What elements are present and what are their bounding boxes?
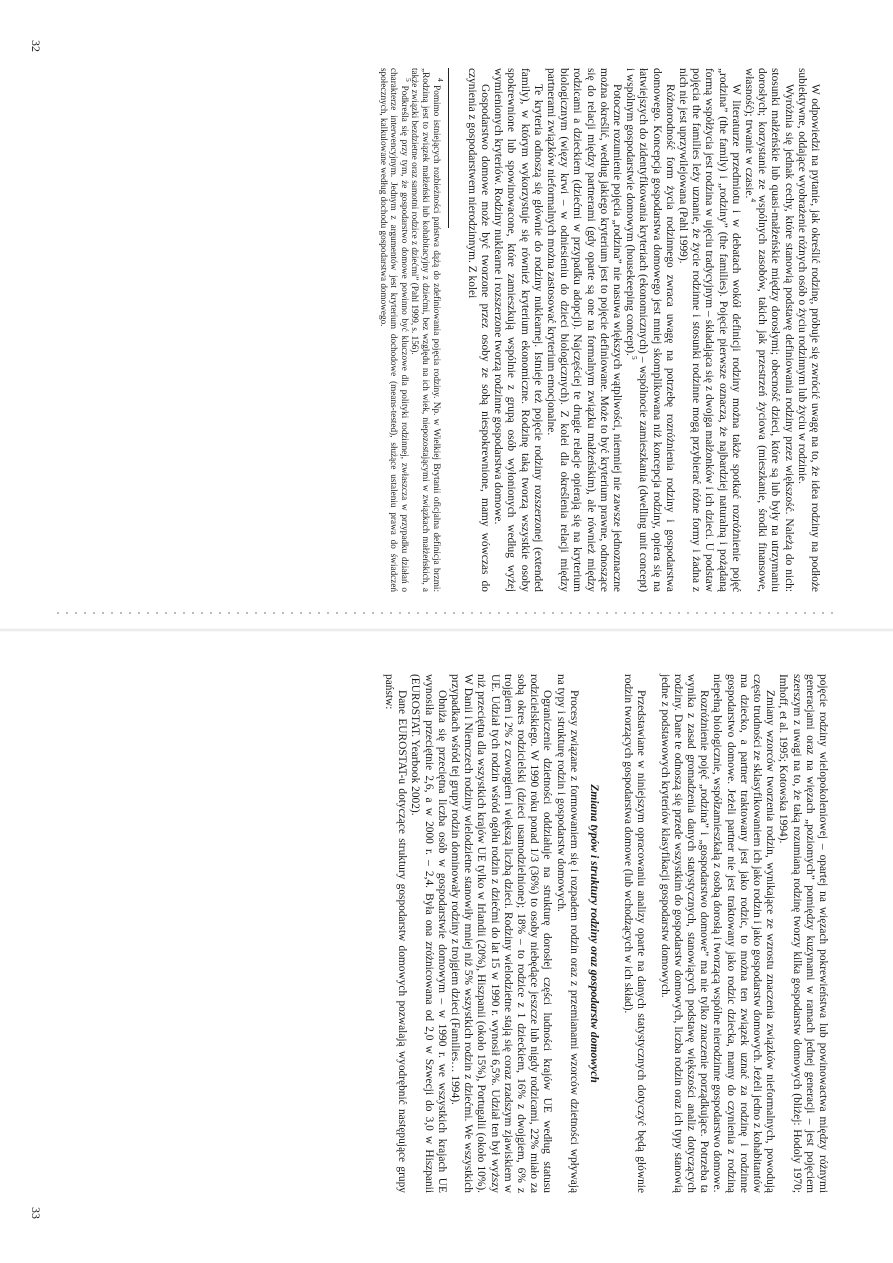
paragraph-with-footnote: Różnorodność form życia rodzinnego zwraca uwagę na potrzebę rozróżnienia rodziny i gospodarstwa domowego. Koncepcja gospodarstwa domowego jest mniej skomplikowana niż koncepcja rodziny, opiera się na łatwiejszych do zidentyfikowania kryteriach (ekonomicznych) – wspólnocie zamieszkania (dwelling unit concept) i wspólnym gospodarstwie domowym (housekeeping concept).$^5$ <box>624 68 676 592</box>
paragraph: Przedstawiane w niniejszym opracowaniu analizy oparte na danych statystycznych dotyczyć będą głównie rodzin tworzących gospodarstwa domowe (lub wchodzących w ich skład). <box>622 674 648 1193</box>
paragraph: Procesy związane z formowaniem się i rozpadem rodzin oraz z przemianami wzorców dzietności wpływają na typy i strukturę rodzin i gospodarstw domowych. <box>554 674 580 1193</box>
right-page <box>0 630 893 1263</box>
footnote: $^5$ Podkreśla się przy tym, że gospodarstwo domowe powinno być kluczowe dla polityki rodzinnej, zwłaszcza w przypadku działań o charakterze interwencyjnym. Jednym z argumentów jest kryterium dochodowe (means-tested), służące ustaleniu prawa do świadczeń społecznych, kalkulowane według dochodu gospodarstwa domowego. <box>378 68 413 592</box>
page-number: 33 <box>29 1207 43 1219</box>
paragraph: W literaturze przedmiotu i w debatach wokół definicji rodziny można także spotkać rozróżnienie pojęć „rodzina” (the family) i „rodziny” (the families). Pojęcie pierwsze oznacza, że najbardziej naturalną i pożądaną formą współżycia jest rodzina w ujęciu tradycyjnym – składająca się z dwojga małżonków i ich dzieci. U podstaw pojęcia the families leży uznanie, że życie rodzinne i stosunki rodzinne mogą przybierać różne formy i żadna z nich nie jest uprzywilejowana (Pahl 1999). <box>676 68 742 592</box>
paragraph: Potoczne rozumienie pojęcia „rodzina” nie nasuwa większych wątpliwości, niemniej nie zawsze jednoznaczne można określić, według jakiego kryterium jest to pojęcie definiowane. Może to być kryterium prawne, odnoszące się do relacji między partnerami (gdy oparte są one na formalnym związku małżeńskim), ale również między rodzicami a dzieckiem (dziećmi w przypadku adopcji). Najczęściej te drugie relacje opierają się na kryterium biologicznym (więzy krwi – w odniesieniu do dzieci biologicznych). Z kolei dla określenia relacji między partnerami związków nieformalnych można zastosować kryterium emocjonalne. <box>544 68 623 592</box>
paragraph: Te kryteria odnoszą się głównie do rodziny nuklearnej. Istnieje też pojęcie rodziny rozszerzonej (extended family), w którym wykorzystuje się również kryterium ekonomiczne. Rodzinę taką tworzą wszystkie osoby spokrewnione lub spowinowacone, które zamieszkują wspólnie z grupą osób wyłonionych według wyżej wymienionych kryteriów. Rodziny nuklearne i rozszerzone tworzą rodzinne gospodarstwa domowe. <box>492 68 544 592</box>
footnote-mark: 4 <box>748 198 758 203</box>
left-page <box>0 0 893 630</box>
paragraph: Ograniczenie dzietności oddziałuje na strukturę dorosłej części ludności krajów UE według statusu rodzicielskiego. W 1990 roku ponad 1/3 (36%) to osoby niebędące jeszcze lub nigdy rodzicami, 22% miało za sobą okres rodzicielski (dzieci usamodzielnione); 18% – to rodzice z 1 dzieckiem, 16% z dwojgiem, 6% z trojgiem i 2% z czworgiem i większą liczbą dzieci. Rodziny wielodzietne stają się coraz rzadszym zjawiskiem w UE. Udział tych rodzin wśród ogółu rodzin z dziećmi do lat 15 w 1990 r. wynosił 6,5%. Udział ten był wyższy niż przeciętna dla wszystkich krajów UE tylko w Irlandii (20%), Hiszpanii (około 15%), Portugalii (około 10%). W Danii i Niemczech rodziny wielodzietne stanowiły mniej niż 5% wszystkich rodzin z dziećmi. We wszystkich przypadkach wśród tej grupy rodzin dominowały rodziny z trojgiem dzieci (Families… 1994). <box>448 674 554 1193</box>
footnote-mark: 5 <box>629 355 639 360</box>
paragraph: W odpowiedzi na pytanie, jak określić rodzinę, próbuje się zwrócić uwagę na to, że idea rodziny na podłoże subiektywne, oddające wyobrażenie różnych osób o życiu rodzinnym lub życiu w rodzinie. <box>795 68 821 592</box>
section-heading: Zmiana typów i struktury rodziny oraz gospodarstw domowych <box>587 784 601 1083</box>
paragraph: Zmiany wzorców tworzenia rodzin, wynikające ze wzrostu znaczenia związków nieformalnych, powodują często trudności ze sklasyfikowaniem ich jako rodzin i jako gospodarstw domowych. Jeżeli jedno z kohabitantów ma dziecko, a partner traktowany jest jako rodzic, to można ten związek uznać za rodzinę i rodzinne gospodarstwo domowe. Jeżeli partner nie jest traktowany jako rodzic dziecka, mamy do czynienia z rodziną niepełną biologicznie, współzamieszkałą z osobą dorosłą i tworzącą wspólne nierodzinne gospodarstwo domowe. <box>711 674 777 1193</box>
paragraph: Gospodarstwo domowe może być tworzone przez osoby ze sobą niespokrewnione, mamy wówczas do czynienia z gospodarstwem nierodzinnym. Z kolei <box>465 68 491 592</box>
paragraph: Rozróżnienie pojęć „rodzina” i „gospodarstwo domowe” ma nie tylko znaczenie porządkujące. Potrzeba ta wynika z zasad gromadzenia danych statystycznych, stanowiących podstawę większości analiz dotyczących rodziny. Dane te odnoszą się przede wszystkim do gospodarstw domowych, liczba rodzin oraz ich typy stanowią jedne z podstawowych kryteriów klasyfikacji gospodarstw domowych. <box>658 674 711 1193</box>
paragraph-with-footnote: Wyróżnia się jednak cechy, które stanowią podstawę definiowania rodziny przez większość. Należą do nich: stosunki małżeńskie lub quasi-małżeńskie między dorosłymi; obecność dzieci, które są lub były na utrzymaniu dorosłych; korzystanie ze wspólnych zasobów, takich jak przestrzeń życiowa (mieszkanie, środki finansowe, własność); trwanie w czasie.$^4$ <box>742 68 795 592</box>
footnote: $^4$ Pomimo istniejących rozbieżności państwa dążą do zdefiniowania pojęcia rodziny. Np. w Wielkiej Brytanii oficjalna definicja brzmi: „Rodziną jest to związek małżeński lub kohabitacyjny z dziećmi, bez względu na ich wiek, niepozostającymi w związkach małżeńskich, a także związki bezdzietne oraz samotni rodzice z dziećmi” (Pahl 1999, s. 156). <box>410 68 445 592</box>
paragraph: Dane EUROSTAT-u dotyczące struktury gospodarstw domowych pozwalają wyodrębnić następujące grupy państw: <box>382 674 409 1193</box>
paragraph: pojęcie rodziny wielopokoleniowej – opartej na więzach pokrewieństwa lub powinowactwa między różnymi generacjami oraz na więzach „poziomych” pomiędzy kuzynami w ramach jednej generacji – jest pojęciem szerszym z uwagi na to, że taką rozumianą rodzinę tworzy kilka gospodarstw domowych (bliżej: Hodoly 1970; Imhoff, et al. 1995; Kotowska 1994). <box>777 674 829 1193</box>
footnote-divider <box>448 68 449 228</box>
page-number: 32 <box>29 40 43 52</box>
paragraph: Obniża się przeciętna liczba osób w gospodarstwie domowym – w 1990 r. we wszystkich krajach UE wynosiła przeciętnie 2,6, a w 2000 r. – 2,4. Była ona zróżnicowana od 2,0 w Szwecji do 3,0 w Hiszpanii (EUROSTAT. Yearbook 2002). <box>409 674 448 1193</box>
